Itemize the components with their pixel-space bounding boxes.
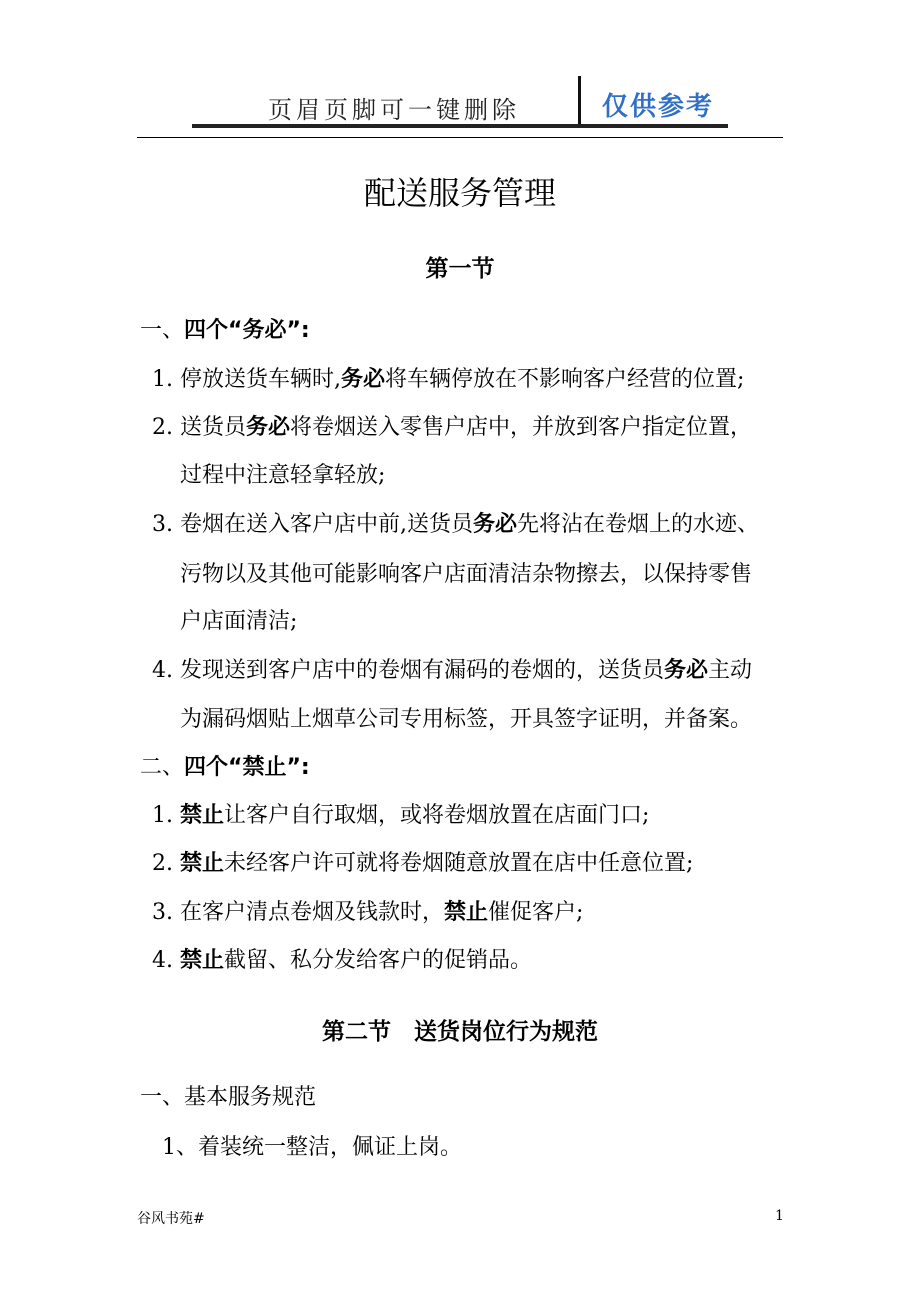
part1-item-2	[152, 413, 752, 443]
document-title: 配送服务管理	[363, 174, 556, 212]
part2-item-3	[152, 898, 583, 928]
item-number: 4.	[152, 658, 173, 683]
item-keyword: 务必	[341, 367, 386, 392]
part2-item-2	[152, 849, 693, 879]
section2-sub1: 一、基本服务规范	[140, 1085, 317, 1110]
footer-left-text: 谷风书苑#	[137, 1211, 205, 1227]
item-text: 将卷烟送入零售户店中，并放到客户指定位置，	[290, 415, 753, 440]
item-number: 3.	[152, 900, 173, 925]
item-number: 2.	[152, 851, 173, 876]
item-text: 催促客户;	[488, 900, 584, 925]
part1-heading-bold: 四个“务必”:	[184, 318, 310, 343]
item-text: 先将沾在卷烟上的水迹、	[517, 512, 760, 537]
part1-item-4-continued: 为漏码烟贴上烟草公司专用标签，开具签字证明，并备案。	[180, 707, 753, 732]
item-text: 截留、私分发给客户的促销品。	[224, 948, 533, 973]
part2-heading	[140, 753, 310, 783]
part1-item-3-continued-2: 户店面清洁;	[180, 609, 298, 634]
item-number: 3.	[152, 512, 173, 537]
page-number: 1	[775, 1208, 784, 1224]
item-keyword: 禁止	[180, 948, 225, 973]
item-keyword: 禁止	[444, 900, 489, 925]
item-keyword: 务必	[246, 415, 291, 440]
item-text: 未经客户许可就将卷烟随意放置在店中任意位置;	[224, 851, 694, 876]
item-text: 发现送到客户店中的卷烟有漏码的卷烟的，送货员	[180, 658, 665, 683]
item-text: 让客户自行取烟，或将卷烟放置在店面门口;	[224, 803, 650, 828]
header-banner	[192, 72, 732, 130]
part2-item-4	[152, 946, 532, 976]
item-number: 2.	[152, 415, 173, 440]
part1-item-2-continued: 过程中注意轻拿轻放;	[180, 463, 386, 488]
item-number: 1.	[152, 803, 173, 828]
part2-item-1	[152, 801, 649, 831]
part1-item-3-continued: 污物以及其他可能影响客户店面清洁杂物擦去，以保持零售	[180, 562, 753, 587]
section1-heading: 第一节	[425, 256, 495, 282]
header-right-text: 仅供参考	[602, 92, 715, 122]
section2-heading: 第二节 送货岗位行为规范	[322, 1019, 598, 1045]
part1-heading-prefix: 一、	[140, 318, 185, 343]
item-text: 在客户清点卷烟及钱款时，	[180, 900, 445, 925]
item-number: 1.	[152, 367, 173, 392]
part1-heading	[140, 316, 310, 346]
item-text: 停放送货车辆时,	[180, 367, 341, 392]
part1-item-1	[152, 365, 744, 395]
header-vertical-divider	[578, 76, 581, 126]
item-number: 4.	[152, 948, 173, 973]
item-text: 主动	[708, 658, 753, 683]
header-underline	[192, 124, 728, 128]
part2-heading-prefix: 二、	[140, 755, 185, 780]
item-keyword: 禁止	[180, 851, 225, 876]
section2-item1: 1、着装统一整洁，佩证上岗。	[162, 1135, 462, 1160]
header-left-text: 页眉页脚可一键删除	[268, 96, 520, 124]
item-text: 卷烟在送入客户店中前,送货员	[180, 512, 473, 537]
item-text: 送货员	[180, 415, 247, 440]
item-keyword: 禁止	[180, 803, 225, 828]
item-text: 将车辆停放在不影响客户经营的位置;	[385, 367, 745, 392]
part1-item-4	[152, 656, 752, 686]
item-keyword: 务必	[473, 512, 518, 537]
item-keyword: 务必	[664, 658, 709, 683]
header-rule	[137, 137, 783, 138]
part2-heading-bold: 四个“禁止”:	[184, 755, 310, 780]
part1-item-3	[152, 510, 759, 540]
